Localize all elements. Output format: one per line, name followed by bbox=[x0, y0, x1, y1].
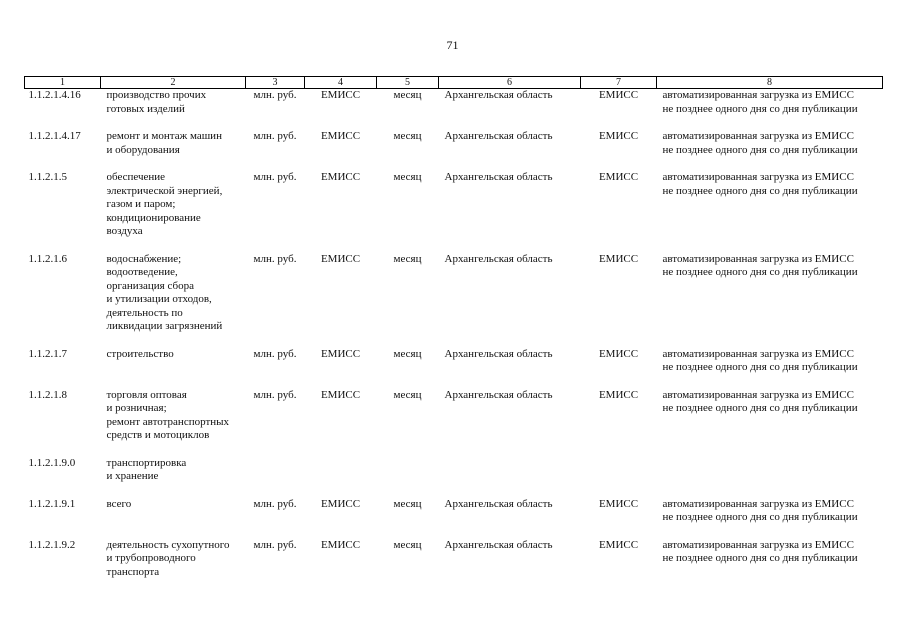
source-cell: ЕМИСС bbox=[320, 252, 361, 265]
table-row bbox=[25, 171, 883, 253]
indicator-name: обеспечение электрической энергией, газом и паром; кондиционирование воздуха bbox=[106, 171, 223, 237]
unit-cell: млн. руб. bbox=[253, 89, 297, 101]
unit-cell: млн. руб. bbox=[253, 252, 297, 265]
provider-cell: ЕМИСС bbox=[598, 497, 639, 510]
unit-cell: млн. руб. bbox=[253, 538, 297, 551]
unit-cell: млн. руб. bbox=[253, 388, 297, 401]
provider-cell: ЕМИСС bbox=[598, 89, 639, 101]
method-cell bbox=[657, 457, 883, 498]
provider-cell bbox=[581, 457, 657, 498]
column-header: 2 bbox=[101, 77, 246, 89]
provider-cell: ЕМИСС bbox=[598, 171, 639, 183]
period-cell: месяц bbox=[393, 347, 422, 360]
indicator-code: 1.1.2.1.9.0 bbox=[28, 456, 76, 469]
column-header: 4 bbox=[305, 77, 377, 89]
territory-cell bbox=[439, 457, 581, 498]
territory-cell: Архангельская область bbox=[444, 171, 553, 183]
period-cell: месяц bbox=[393, 497, 422, 510]
table-row bbox=[25, 130, 883, 171]
table-row bbox=[25, 348, 883, 389]
unit-cell: млн. руб. bbox=[253, 171, 297, 183]
method-cell: автоматизированная загрузка из ЕМИСС не позднее одного дня со дня публикации bbox=[662, 171, 858, 197]
provider-cell: ЕМИСС bbox=[598, 388, 639, 401]
column-header: 3 bbox=[246, 77, 305, 89]
indicator-code: 1.1.2.1.5 bbox=[28, 171, 67, 183]
source-cell: ЕМИСС bbox=[320, 347, 361, 360]
indicator-name: деятельность сухопутного и трубопроводного транспорта bbox=[106, 538, 230, 578]
indicator-code: 1.1.2.1.8 bbox=[28, 388, 67, 401]
indicator-name: строительство bbox=[106, 347, 174, 360]
indicator-name: водоснабжение; водоотведение, организация сбора и утилизации отходов, деятельность по ликвидации загрязнений bbox=[106, 252, 223, 332]
indicator-name: транспортировка и хранение bbox=[106, 456, 187, 482]
unit-cell: млн. руб. bbox=[253, 347, 297, 360]
indicator-code: 1.1.2.1.6 bbox=[28, 252, 67, 265]
table-row bbox=[25, 539, 883, 594]
indicator-name: ремонт и монтаж машин и оборудования bbox=[106, 130, 222, 156]
indicator-code: 1.1.2.1.4.17 bbox=[28, 130, 81, 142]
period-cell bbox=[377, 457, 439, 498]
period-cell: месяц bbox=[393, 538, 422, 551]
indicator-code: 1.1.2.1.4.16 bbox=[28, 89, 81, 101]
indicators-table bbox=[24, 76, 883, 593]
territory-cell: Архангельская область bbox=[444, 538, 553, 551]
period-cell: месяц bbox=[393, 252, 422, 265]
territory-cell: Архангельская область bbox=[444, 388, 553, 401]
table-row bbox=[25, 457, 883, 498]
period-cell: месяц bbox=[393, 388, 422, 401]
page-number: 71 bbox=[446, 38, 459, 52]
provider-cell: ЕМИСС bbox=[598, 130, 639, 142]
unit-cell bbox=[246, 457, 305, 498]
column-header: 7 bbox=[581, 77, 657, 89]
table-row bbox=[25, 498, 883, 539]
indicator-code: 1.1.2.1.9.2 bbox=[28, 538, 76, 551]
territory-cell: Архангельская область bbox=[444, 130, 553, 142]
indicator-code: 1.1.2.1.9.1 bbox=[28, 497, 76, 510]
method-cell: автоматизированная загрузка из ЕМИСС не позднее одного дня со дня публикации bbox=[662, 347, 858, 373]
provider-cell: ЕМИСС bbox=[598, 252, 639, 265]
source-cell: ЕМИСС bbox=[320, 388, 361, 401]
method-cell: автоматизированная загрузка из ЕМИСС не позднее одного дня со дня публикации bbox=[662, 497, 858, 523]
source-cell bbox=[305, 457, 377, 498]
method-cell: автоматизированная загрузка из ЕМИСС не позднее одного дня со дня публикации bbox=[662, 89, 858, 115]
column-header: 6 bbox=[439, 77, 581, 89]
column-header: 8 bbox=[657, 77, 883, 89]
table-row bbox=[25, 253, 883, 348]
method-cell: автоматизированная загрузка из ЕМИСС не позднее одного дня со дня публикации bbox=[662, 130, 858, 156]
unit-cell: млн. руб. bbox=[253, 497, 297, 510]
source-cell: ЕМИСС bbox=[320, 89, 361, 101]
method-cell: автоматизированная загрузка из ЕМИСС не позднее одного дня со дня публикации bbox=[662, 388, 858, 414]
indicator-name: производство прочих готовых изделий bbox=[106, 89, 207, 115]
column-header: 1 bbox=[25, 77, 101, 89]
indicator-code: 1.1.2.1.7 bbox=[28, 347, 67, 360]
territory-cell: Архангельская область bbox=[444, 89, 553, 101]
indicator-name: всего bbox=[106, 497, 132, 510]
source-cell: ЕМИСС bbox=[320, 497, 361, 510]
unit-cell: млн. руб. bbox=[253, 130, 297, 142]
period-cell: месяц bbox=[393, 171, 422, 183]
source-cell: ЕМИСС bbox=[320, 171, 361, 183]
territory-cell: Архангельская область bbox=[444, 347, 553, 360]
provider-cell: ЕМИСС bbox=[598, 538, 639, 551]
column-number-header bbox=[25, 77, 883, 89]
source-cell: ЕМИСС bbox=[320, 130, 361, 142]
indicator-name: торговля оптовая и розничная; ремонт автотранспортных средств и мотоциклов bbox=[106, 388, 230, 441]
provider-cell: ЕМИСС bbox=[598, 347, 639, 360]
source-cell: ЕМИСС bbox=[320, 538, 361, 551]
table-row bbox=[25, 389, 883, 457]
territory-cell: Архангельская область bbox=[444, 497, 553, 510]
method-cell: автоматизированная загрузка из ЕМИСС не позднее одного дня со дня публикации bbox=[662, 252, 858, 278]
column-header: 5 bbox=[377, 77, 439, 89]
method-cell: автоматизированная загрузка из ЕМИСС не позднее одного дня со дня публикации bbox=[662, 538, 858, 564]
table-row bbox=[25, 89, 883, 131]
period-cell: месяц bbox=[393, 89, 422, 101]
period-cell: месяц bbox=[393, 130, 422, 142]
territory-cell: Архангельская область bbox=[444, 252, 553, 265]
